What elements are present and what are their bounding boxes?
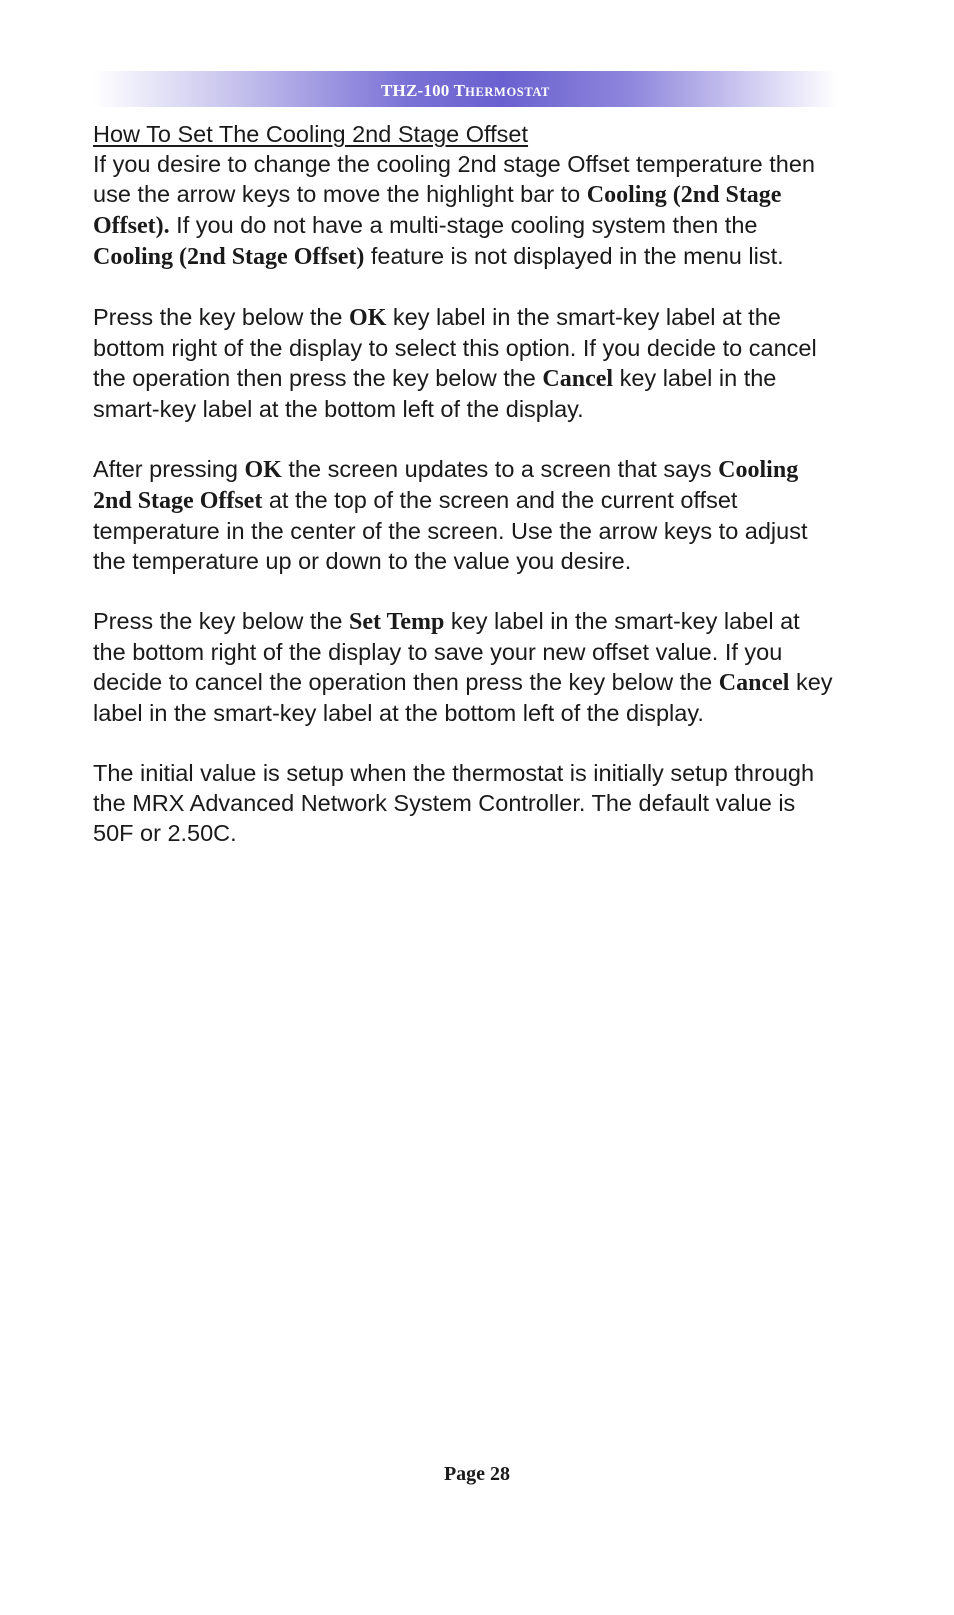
paragraph-1 <box>93 149 838 272</box>
p2-bold-2: Cancel <box>542 366 614 392</box>
p2-text-3: key label in the smart-key label at the bottom left of the display. <box>93 365 777 422</box>
p2-text-1: Press the key below the <box>93 304 350 330</box>
paragraph-4 <box>93 606 838 728</box>
paragraph-intro <box>93 119 838 149</box>
page-number: Page 28 <box>443 1463 511 1485</box>
p1-text-1: If you desire to change the cooling 2nd stage Offset temperature then use the arrow keys to move the highlight bar to <box>93 151 816 207</box>
p1-text-2: If you do not have a multi-stage cooling system then the <box>169 212 758 238</box>
p3-text-2: the screen updates to a screen that says <box>281 456 719 482</box>
header-banner <box>93 71 838 107</box>
document-title-smallcaps: HERMOSTAT <box>465 85 550 99</box>
paragraph-3 <box>93 454 838 576</box>
p2-bold-1: OK <box>349 305 387 331</box>
p4-text-2: key label in the smart-key label at the bottom right of the display to save your new offset value. If you decide to cancel the operation then press the key below the <box>93 608 800 695</box>
p1-text-3: feature is not displayed in the menu list. <box>364 243 784 269</box>
p3-bold-2: Cooling 2nd Stage Offset <box>93 457 799 514</box>
p2-text-2: key label in the smart-key label at the bottom right of the display to select this option. If you decide to cancel the operation then press the key below the <box>93 304 817 391</box>
p1-bold-1: Cooling (2nd Stage Offset). <box>93 182 782 239</box>
paragraph-2 <box>93 302 838 424</box>
p3-text-3: at the top of the screen and the current offset temperature in the center of the screen. Use the arrow keys to adjust the temperature up or down to the value you desire. <box>93 487 808 574</box>
p4-bold-2: Cancel <box>718 670 790 696</box>
p4-text-1: Press the key below the <box>93 608 350 634</box>
section-heading: How To Set The Cooling 2nd Stage Offset <box>93 121 529 147</box>
page-content <box>93 119 838 878</box>
p3-bold-1: OK <box>244 457 282 483</box>
document-title-main: THZ-100 T <box>381 81 466 100</box>
paragraph-5 <box>93 758 838 848</box>
p5-text-1: The initial value is setup when the thermostat is initially setup through the MRX Advanced Network System Controller. The default value is 50F or 2.50C. <box>93 760 815 846</box>
p3-text-1: After pressing <box>93 456 245 482</box>
p4-bold-1: Set Temp <box>349 609 445 635</box>
p4-text-3: key label in the smart-key label at the bottom left of the display. <box>93 669 833 726</box>
document-title <box>381 81 550 101</box>
p1-bold-2: Cooling (2nd Stage Offset) <box>93 244 365 270</box>
